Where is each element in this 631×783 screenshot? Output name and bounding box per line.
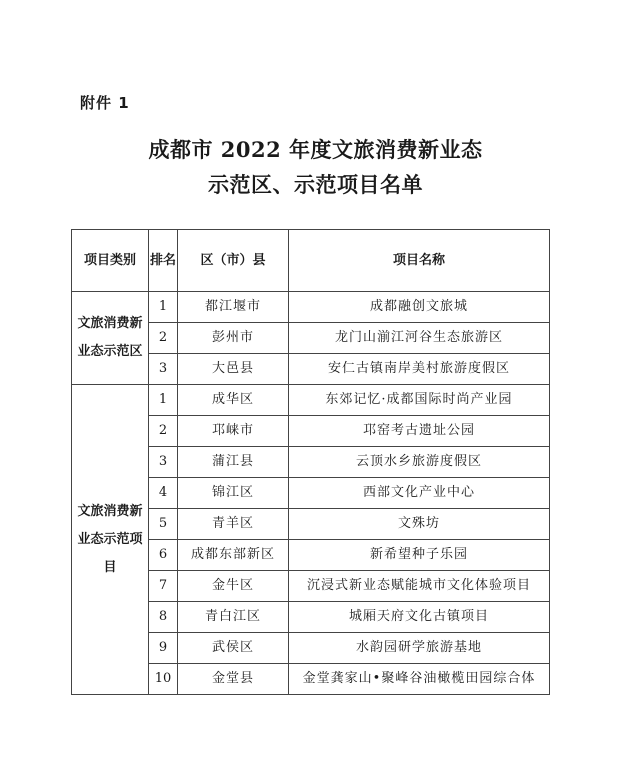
district-cell: 金牛区 xyxy=(178,571,289,602)
district-cell: 武侯区 xyxy=(178,633,289,664)
rank-cell: 8 xyxy=(149,602,178,633)
project-name-cell: 云顶水乡旅游度假区 xyxy=(289,447,550,478)
table-body xyxy=(72,292,550,695)
page-title-line-2: 示范区、示范项目名单 xyxy=(208,172,423,197)
project-name-cell: 成都融创文旅城 xyxy=(289,292,550,323)
rank-cell: 1 xyxy=(149,385,178,416)
project-name-cell: 龙门山湔江河谷生态旅游区 xyxy=(289,323,550,354)
project-name-cell: 西部文化产业中心 xyxy=(289,478,550,509)
project-name-cell: 水韵园研学旅游基地 xyxy=(289,633,550,664)
rank-cell: 9 xyxy=(149,633,178,664)
table-row xyxy=(72,292,550,323)
district-cell: 金堂县 xyxy=(178,664,289,695)
project-name-cell: 沉浸式新业态赋能城市文化体验项目 xyxy=(289,571,550,602)
project-name-cell: 安仁古镇南岸美村旅游度假区 xyxy=(289,354,550,385)
rank-cell: 10 xyxy=(149,664,178,695)
project-list-table xyxy=(71,229,550,695)
header-name: 项目名称 xyxy=(289,230,550,292)
rank-cell: 2 xyxy=(149,323,178,354)
project-name-cell: 文殊坊 xyxy=(289,509,550,540)
project-name-cell: 新希望种子乐园 xyxy=(289,540,550,571)
district-cell: 锦江区 xyxy=(178,478,289,509)
category-cell: 文旅消费新业态示范区 xyxy=(72,292,149,385)
header-category: 项目类别 xyxy=(72,230,149,292)
project-name-cell: 金堂龚家山•聚峰谷油橄榄田园综合体 xyxy=(289,664,550,695)
table-row xyxy=(72,385,550,416)
rank-cell: 4 xyxy=(149,478,178,509)
district-cell: 都江堰市 xyxy=(178,292,289,323)
rank-cell: 3 xyxy=(149,354,178,385)
rank-cell: 1 xyxy=(149,292,178,323)
page-title-line-1: 成都市 2022 年度文旅消费新业态 xyxy=(148,137,483,162)
district-cell: 邛崃市 xyxy=(178,416,289,447)
district-cell: 大邑县 xyxy=(178,354,289,385)
attachment-label: 附件 1 xyxy=(80,94,130,112)
district-cell: 成都东部新区 xyxy=(178,540,289,571)
rank-cell: 7 xyxy=(149,571,178,602)
table-header-row xyxy=(72,230,550,292)
rank-cell: 2 xyxy=(149,416,178,447)
district-cell: 青白江区 xyxy=(178,602,289,633)
district-cell: 成华区 xyxy=(178,385,289,416)
district-cell: 青羊区 xyxy=(178,509,289,540)
project-name-cell: 邛窑考古遗址公园 xyxy=(289,416,550,447)
project-name-cell: 东郊记忆·成都国际时尚产业园 xyxy=(289,385,550,416)
district-cell: 彭州市 xyxy=(178,323,289,354)
project-name-cell: 城厢天府文化古镇项目 xyxy=(289,602,550,633)
rank-cell: 6 xyxy=(149,540,178,571)
rank-cell: 5 xyxy=(149,509,178,540)
header-rank: 排名 xyxy=(149,230,178,292)
header-district: 区（市）县 xyxy=(178,230,289,292)
district-cell: 蒲江县 xyxy=(178,447,289,478)
rank-cell: 3 xyxy=(149,447,178,478)
category-cell: 文旅消费新业态示范项目 xyxy=(72,385,149,695)
